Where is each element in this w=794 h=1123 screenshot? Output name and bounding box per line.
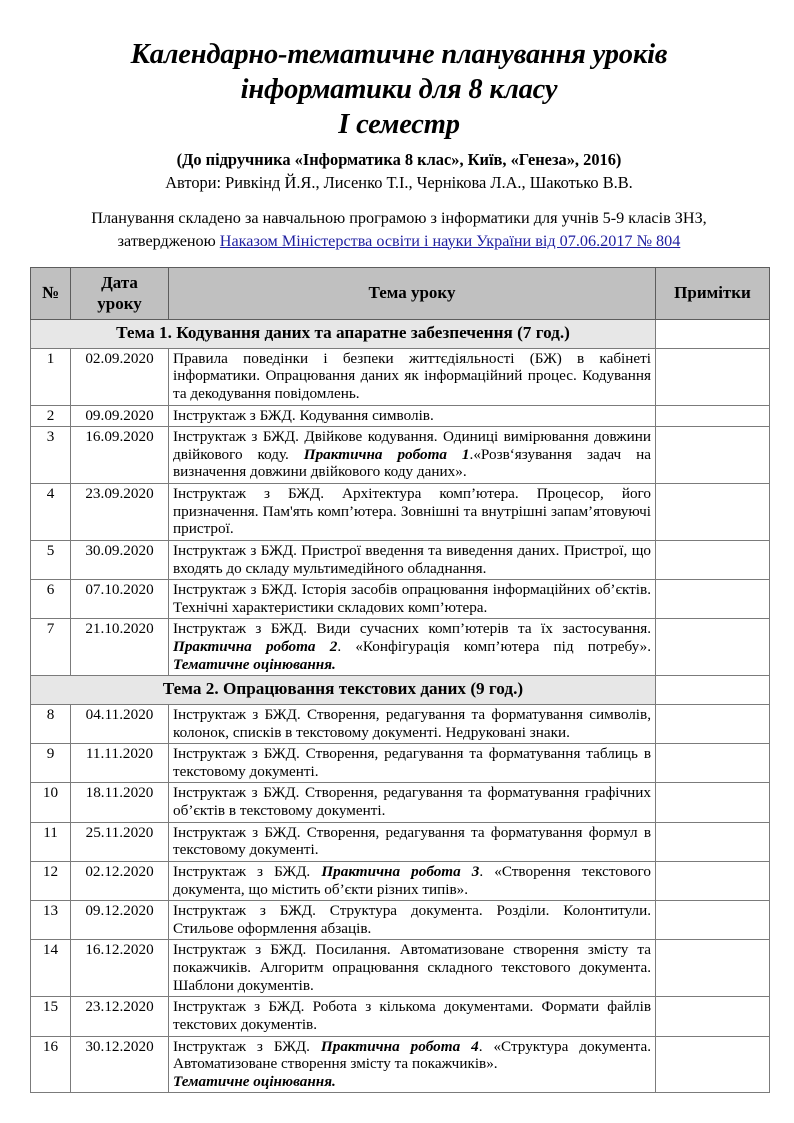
lesson-number-cell: 5 xyxy=(31,540,71,579)
table-row xyxy=(31,427,770,484)
lesson-notes-cell[interactable] xyxy=(656,484,770,541)
title-line-3: І семестр xyxy=(338,108,460,140)
table-row xyxy=(31,822,770,861)
topic-text: .«Розв‘язування задач на визначення довжини двійкового коду даних». xyxy=(173,445,651,481)
theme-heading-row xyxy=(31,320,770,349)
lesson-notes-cell[interactable] xyxy=(656,704,770,743)
title-line-2: інформатики для 8 класу xyxy=(240,73,558,105)
lesson-notes-cell[interactable] xyxy=(656,822,770,861)
page-title xyxy=(30,38,768,142)
title-line-1: Календарно-тематичне планування уроків xyxy=(130,39,668,70)
topic-text: Інструктаж з БЖД. Робота з кількома документами. Формати файлів текстових документів. xyxy=(173,998,651,1033)
lesson-number-cell: 3 xyxy=(31,427,71,484)
lesson-topic-cell xyxy=(169,744,656,783)
topic-text: Інструктаж з БЖД. Посилання. Автоматизоване створення змісту та покажчиків. Алгоритм опрацювання складного текстового документа. Шаблони документів. xyxy=(173,941,651,994)
lesson-date-cell: 09.09.2020 xyxy=(71,405,169,427)
program-note xyxy=(30,207,768,252)
lesson-date-cell: 16.09.2020 xyxy=(71,427,169,484)
lesson-number-cell: 12 xyxy=(31,861,71,900)
lesson-number-cell: 4 xyxy=(31,484,71,541)
theme-notes-cell[interactable] xyxy=(656,320,770,349)
topic-text: Інструктаж з БЖД. Пристрої введення та виведення даних. Пристрої, що входять до складу мультимедійного обладнання. xyxy=(173,541,651,577)
lesson-topic-cell xyxy=(169,484,656,541)
column-header-number: № xyxy=(31,268,71,320)
lesson-topic-cell xyxy=(169,901,656,940)
lesson-topic-cell xyxy=(169,427,656,484)
topic-text: Правила поведінки і безпеки життєдіяльності (БЖ) в кабінеті інформатики. Опрацювання даних як інформаційний процес. Кодування та декодування повідомлень. xyxy=(173,349,651,402)
lesson-topic-cell xyxy=(169,997,656,1036)
table-row xyxy=(31,901,770,940)
topic-text: Інструктаж з БЖД. Кодування символів. xyxy=(173,406,434,424)
lesson-notes-cell[interactable] xyxy=(656,619,770,676)
column-header-topic: Тема уроку xyxy=(169,268,656,320)
program-note-line-1: Планування складено за навчальною програмою з інформатики для учнів 5-9 класів ЗНЗ, xyxy=(91,208,707,227)
practical-work-label: Тематичне оцінювання. xyxy=(173,655,336,673)
lesson-plan-table xyxy=(30,267,770,1093)
lesson-number-cell: 8 xyxy=(31,704,71,743)
lesson-number-cell: 10 xyxy=(31,783,71,822)
theme-heading-row xyxy=(31,676,770,705)
lesson-date-cell: 23.12.2020 xyxy=(71,997,169,1036)
column-header-date-line-2: уроку xyxy=(97,293,142,313)
lesson-date-cell: 23.09.2020 xyxy=(71,484,169,541)
topic-text: Інструктаж з БЖД. Створення, редагування та форматування символів, колонок, списків в текстовому документі. Недруковані знаки. xyxy=(173,705,651,741)
lesson-topic-cell xyxy=(169,704,656,743)
lesson-date-cell: 07.10.2020 xyxy=(71,580,169,619)
table-row xyxy=(31,1036,770,1093)
lesson-number-cell: 15 xyxy=(31,997,71,1036)
lesson-topic-cell xyxy=(169,861,656,900)
lesson-date-cell: 21.10.2020 xyxy=(71,619,169,676)
textbook-subtitle: (До підручника «Інформатика 8 клас», Київ, «Генеза», 2016) xyxy=(176,150,622,170)
lesson-number-cell: 2 xyxy=(31,405,71,427)
lesson-notes-cell[interactable] xyxy=(656,427,770,484)
lesson-notes-cell[interactable] xyxy=(656,744,770,783)
practical-work-label: Практична робота 3 xyxy=(321,862,480,880)
ministry-order-link[interactable]: Наказом Міністерства освіти і науки України від 07.06.2017 № 804 xyxy=(219,231,681,250)
lesson-topic-cell xyxy=(169,1036,656,1093)
lesson-number-cell: 14 xyxy=(31,940,71,997)
lesson-notes-cell[interactable] xyxy=(656,348,770,405)
lesson-date-cell: 11.11.2020 xyxy=(71,744,169,783)
lesson-number-cell: 1 xyxy=(31,348,71,405)
table-row xyxy=(31,405,770,427)
table-body xyxy=(31,320,770,1093)
lesson-number-cell: 9 xyxy=(31,744,71,783)
topic-text: Інструктаж з БЖД. Історія засобів опрацювання інформаційних об’єктів. Технічні характеристики складових комп’ютера. xyxy=(173,581,651,616)
theme-heading: Тема 2. Опрацювання текстових даних (9 год.) xyxy=(31,676,656,705)
table-row xyxy=(31,704,770,743)
lesson-number-cell: 16 xyxy=(31,1036,71,1093)
lesson-number-cell: 6 xyxy=(31,580,71,619)
lesson-topic-cell xyxy=(169,580,656,619)
lesson-notes-cell[interactable] xyxy=(656,901,770,940)
table-row xyxy=(31,580,770,619)
theme-notes-cell[interactable] xyxy=(656,676,770,705)
authors-line: Автори: Ривкінд Й.Я., Лисенко Т.І., Чернікова Л.А., Шакотько В.В. xyxy=(165,172,633,192)
topic-text: Інструктаж з БЖД. xyxy=(173,1037,321,1055)
lesson-topic-cell xyxy=(169,348,656,405)
lesson-notes-cell[interactable] xyxy=(656,1036,770,1093)
topic-text: Інструктаж з БЖД. Створення, редагування та форматування таблиць в текстовому документі. xyxy=(173,745,651,780)
practical-work-label: Практична робота 1 xyxy=(303,445,470,463)
lesson-date-cell: 02.09.2020 xyxy=(71,348,169,405)
table-row xyxy=(31,540,770,579)
table-row xyxy=(31,940,770,997)
table-row xyxy=(31,744,770,783)
topic-text: Інструктаж з БЖД. Створення, редагування та форматування графічних об’єктів в текстовому документі. xyxy=(173,784,651,820)
lesson-date-cell: 02.12.2020 xyxy=(71,861,169,900)
topic-text: Інструктаж з БЖД. Види сучасних комп’ютерів та їх застосування. xyxy=(173,620,651,638)
table-row xyxy=(31,619,770,676)
column-header-date xyxy=(71,268,169,320)
topic-text: Інструктаж з БЖД. Структура документа. Розділи. Колонтитули. Стильове оформлення абзаців. xyxy=(173,902,651,937)
topic-text: Інструктаж з БЖД. xyxy=(173,862,322,880)
lesson-topic-cell xyxy=(169,619,656,676)
table-row xyxy=(31,783,770,822)
lesson-number-cell: 11 xyxy=(31,822,71,861)
lesson-notes-cell[interactable] xyxy=(656,540,770,579)
lesson-notes-cell[interactable] xyxy=(656,405,770,427)
table-row xyxy=(31,348,770,405)
lesson-notes-cell[interactable] xyxy=(656,580,770,619)
lesson-date-cell: 09.12.2020 xyxy=(71,901,169,940)
lesson-number-cell: 7 xyxy=(31,619,71,676)
column-header-date-line-1: Дата xyxy=(101,273,138,293)
table-row xyxy=(31,997,770,1036)
lesson-topic-cell xyxy=(169,940,656,997)
topic-text: . «Конфігурація комп’ютера під потребу». xyxy=(337,638,651,656)
title-block xyxy=(30,38,768,193)
lesson-topic-cell xyxy=(169,540,656,579)
lesson-notes-cell[interactable] xyxy=(656,997,770,1036)
table-row xyxy=(31,484,770,541)
lesson-number-cell: 13 xyxy=(31,901,71,940)
program-note-line-2: затвердженою xyxy=(117,231,220,250)
lesson-notes-cell[interactable] xyxy=(656,783,770,822)
lesson-date-cell: 04.11.2020 xyxy=(71,704,169,743)
lesson-notes-cell[interactable] xyxy=(656,861,770,900)
thematic-assessment-label: Тематичне оцінювання. xyxy=(173,1072,336,1090)
lesson-date-cell: 30.12.2020 xyxy=(71,1036,169,1093)
table-header-row xyxy=(31,268,770,320)
lesson-topic-cell xyxy=(169,822,656,861)
column-header-notes: Примітки xyxy=(656,268,770,320)
lesson-date-cell: 16.12.2020 xyxy=(71,940,169,997)
table-row xyxy=(31,861,770,900)
topic-text: Інструктаж з БЖД. Створення, редагування та форматування формул в текстовому документі. xyxy=(173,823,651,859)
topic-text: . «Створення текстового документа, що містить об’єкти різних типів». xyxy=(173,862,651,898)
table-header xyxy=(31,268,770,320)
lesson-date-cell: 25.11.2020 xyxy=(71,822,169,861)
lesson-date-cell: 30.09.2020 xyxy=(71,540,169,579)
practical-work-label: Практична робота 2 xyxy=(173,638,338,656)
lesson-date-cell: 18.11.2020 xyxy=(71,783,169,822)
practical-work-label: Практична робота 4 xyxy=(320,1037,479,1055)
topic-text: Інструктаж з БЖД. Архітектура комп’ютера. Процесор, його призначення. Пам'ять комп’ютера. Зовнішні та внутрішні запам’ятовуючі пристрої. xyxy=(173,485,651,538)
topic-text: Інструктаж з БЖД. Двійкове кодування. Одиниці вимірювання довжини двійкового коду. xyxy=(173,428,651,463)
topic-text: . «Структура документа. Автоматизоване створення змісту та покажчиків». xyxy=(173,1037,651,1073)
theme-heading: Тема 1. Кодування даних та апаратне забезпечення (7 год.) xyxy=(31,320,656,349)
lesson-notes-cell[interactable] xyxy=(656,940,770,997)
lesson-topic-cell xyxy=(169,783,656,822)
lesson-topic-cell xyxy=(169,405,656,427)
